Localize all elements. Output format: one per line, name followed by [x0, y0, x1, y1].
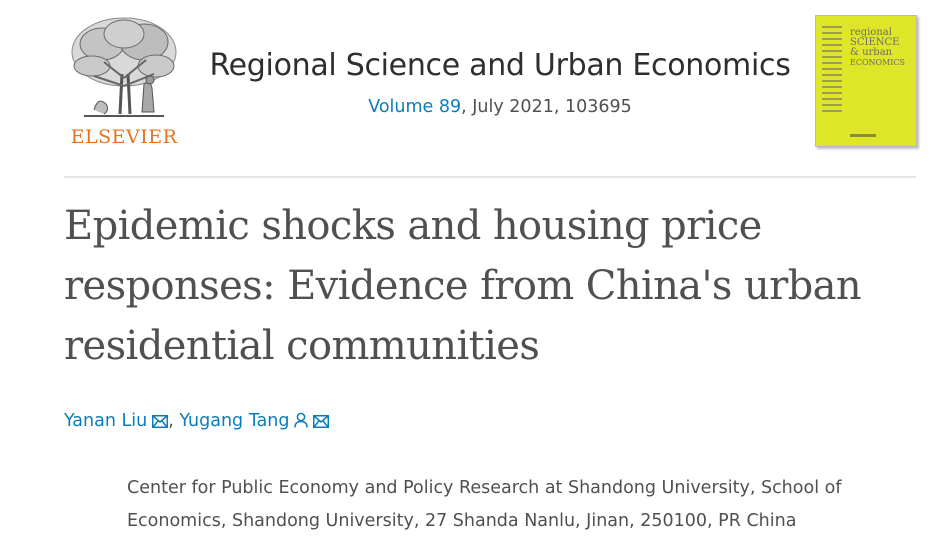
cover-title-line: regional: [850, 27, 892, 38]
cover-publisher-mark: [850, 134, 876, 137]
author-affiliation: Center for Public Economy and Policy Research at Shandong University, School of Economics, Shandong University, 27 Shanda Nanlu, Jinan, 250100, PR China: [127, 478, 842, 531]
author-list: [64, 408, 329, 436]
cover-title-line: ECONOMICS: [850, 58, 906, 67]
journal-header: [196, 44, 804, 120]
cover-sidebar-lines: [822, 26, 842, 116]
journal-cover-thumbnail[interactable]: [815, 15, 917, 147]
publisher-wordmark: ELSEVIER: [70, 126, 178, 148]
elsevier-logo[interactable]: [64, 14, 184, 148]
cover-title: [850, 28, 905, 68]
cover-title-line: & urban: [850, 47, 893, 58]
header-divider: [64, 176, 916, 178]
volume-link[interactable]: Volume 89: [368, 97, 462, 117]
elsevier-tree-emblem: [64, 14, 184, 124]
issue-details: , July 2021, 103695: [461, 97, 632, 117]
author-link[interactable]: Yugang Tang: [179, 411, 290, 431]
issue-line: [196, 94, 804, 120]
article-title: Epidemic shocks and housing price responses: Evidence from China's urban residential communities: [64, 203, 862, 369]
author-link[interactable]: Yanan Liu: [64, 411, 148, 431]
cover-title-line: SCIENCE: [850, 37, 900, 48]
author-separator: ,: [168, 411, 174, 431]
mail-icon[interactable]: [313, 410, 329, 436]
person-icon[interactable]: [294, 410, 308, 436]
journal-title[interactable]: Regional Science and Urban Economics: [209, 48, 791, 83]
mail-icon[interactable]: [152, 410, 168, 436]
